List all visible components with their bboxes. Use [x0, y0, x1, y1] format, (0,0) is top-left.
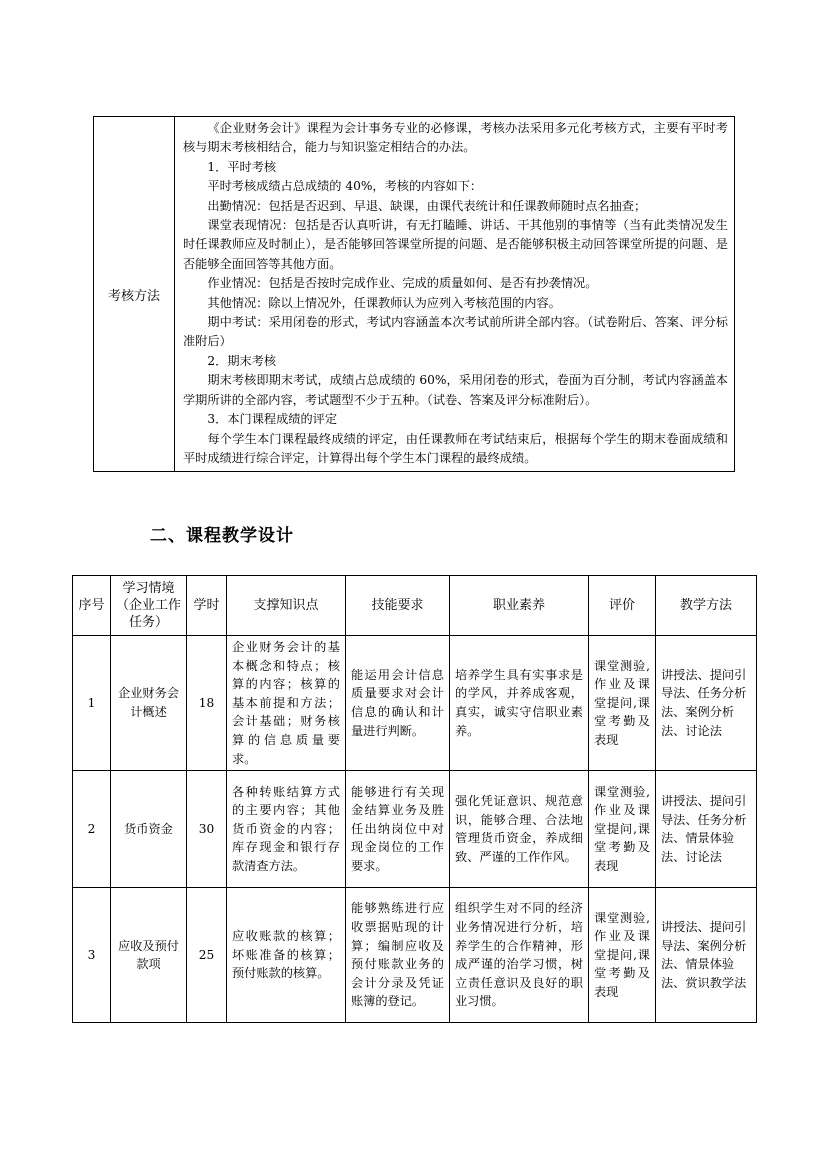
assessment-paragraph: 平时考核成绩占总成绩的 40%，考核的内容如下：: [207, 179, 483, 194]
cell-hours: 18: [187, 636, 227, 771]
cell-quality: 强化凭证意识、规范意识，能够合理、合法地管理货币资金，养成细致、严谨的工作作风。: [450, 771, 589, 888]
assessment-paragraph: 出勤情况：包括是否迟到、早退、缺课，由课代表统计和任课教师随时点名抽查；: [207, 198, 647, 213]
table-header-row: [73, 576, 757, 636]
cell-methods: 讲授法、提问引导法、任务分析法、案例分析法、讨论法: [656, 636, 757, 771]
assessment-paragraph: 其他情况：除以上情况外，任课教师认为应列入考核范围的内容。: [207, 295, 561, 310]
section-title: 二、课程教学设计: [150, 526, 294, 546]
header-cell-hours: 学时: [187, 576, 227, 636]
assessment-paragraph: 每个学生本门课程最终成绩的评定，由任课教师在考试结束后，根据每个学生的期末卷面成绩和平时成绩进行综合评定，计算得出每个学生本门课程的最终成绩。: [183, 431, 728, 465]
cell-scenario: 企业财务会计概述: [111, 636, 187, 771]
cell-methods: 讲授法、提问引导法、任务分析法、情景体验法、讨论法: [656, 771, 757, 888]
header-cell-no: 序号: [73, 576, 111, 636]
assessment-paragraph: 期末考核即期末考试，成绩占总成绩的 60%，采用闭卷的形式，卷面为百分制，考试内容涵盖本学期所讲的全部内容，考试题型不少于五种。（试卷、答案及评分标准附后）。: [183, 373, 728, 407]
cell-skills: 能够熟练进行应收票据贴现的计算；编制应收及预付账款业务的会计分录及凭证账簿的登记。: [346, 888, 450, 1023]
assessment-row: [94, 117, 735, 472]
cell-knowledge: 企业财务会计的基本概念和特点；核算的内容；核算的基本前提和方法；会计基础；财务核算的信息质量要求。: [227, 636, 346, 771]
header-cell-methods: 教学方法: [656, 576, 757, 636]
table-row: [73, 636, 757, 771]
cell-hours: 25: [187, 888, 227, 1023]
assessment-paragraph: 2．期末考核: [207, 353, 277, 368]
assessment-paragraph: 作业情况：包括是否按时完成作业、完成的质量如何、是否有抄袭情况。: [207, 276, 598, 291]
table-row: [73, 771, 757, 888]
cell-hours: 30: [187, 771, 227, 888]
cell-evaluation: 课堂测验,作业及课堂提问,课堂考勤及表现: [589, 771, 656, 888]
table-row: [73, 888, 757, 1023]
header-cell-evaluation: 评价: [589, 576, 656, 636]
course-design-table: [72, 575, 757, 1023]
cell-evaluation: 课堂测验,作业及课堂提问,课堂考勤及表现: [589, 636, 656, 771]
cell-skills: 能运用会计信息质量要求对会计信息的确认和计量进行判断。: [346, 636, 450, 771]
cell-no: 2: [73, 771, 111, 888]
assessment-paragraph: 课堂表现情况：包括是否认真听讲，有无打瞌睡、讲话、干其他别的事情等（当有此类情况发生时任课教师应及时制止），是否能够回答课堂所提的问题、是否能够积极主动回答课堂所提的问题、是否能够全面回答等其他方面。: [183, 218, 728, 271]
cell-evaluation: 课堂测验,作业及课堂提问,课堂考勤及表现: [589, 888, 656, 1023]
assessment-paragraph: 《企业财务会计》课程为会计事务专业的必修课，考核办法采用多元化考核方式，主要有平时考核与期末考核相结合，能力与知识鉴定相结合的办法。: [183, 121, 728, 155]
cell-scenario: 货币资金: [111, 771, 187, 888]
header-cell-scenario: 学习情境（企业工作任务）: [111, 576, 187, 636]
assessment-table: [93, 116, 735, 472]
assessment-paragraph: 1．平时考核: [207, 159, 277, 174]
assessment-paragraph: 期中考试：采用闭卷的形式，考试内容涵盖本次考试前所讲全部内容。（试卷附后、答案、评分标准附后）: [183, 315, 728, 349]
cell-scenario: 应收及预付款项: [111, 888, 187, 1023]
assessment-label: 考核方法: [94, 117, 175, 472]
assessment-content: [175, 117, 735, 472]
cell-no: 1: [73, 636, 111, 771]
cell-no: 3: [73, 888, 111, 1023]
cell-knowledge: 各种转账结算方式的主要内容；其他货币资金的内容；库存现金和银行存款清查方法。: [227, 771, 346, 888]
assessment-paragraph: 3．本门课程成绩的评定: [207, 412, 338, 427]
cell-quality: 培养学生具有实事求是的学风，并养成客观，真实，诚实守信职业素养。: [450, 636, 589, 771]
header-cell-skills: 技能要求: [346, 576, 450, 636]
header-cell-quality: 职业素养: [450, 576, 589, 636]
cell-methods: 讲授法、提问引导法、案例分析法、情景体验法、赏识教学法: [656, 888, 757, 1023]
cell-skills: 能够进行有关现金结算业务及胜任出纳岗位中对现金岗位的工作要求。: [346, 771, 450, 888]
cell-quality: 组织学生对不同的经济业务情况进行分析，培养学生的合作精神，形成严谨的治学习惯，树立责任意识及良好的职业习惯。: [450, 888, 589, 1023]
header-cell-knowledge: 支撑知识点: [227, 576, 346, 636]
cell-knowledge: 应收账款的核算；坏账准备的核算；预付账款的核算。: [227, 888, 346, 1023]
